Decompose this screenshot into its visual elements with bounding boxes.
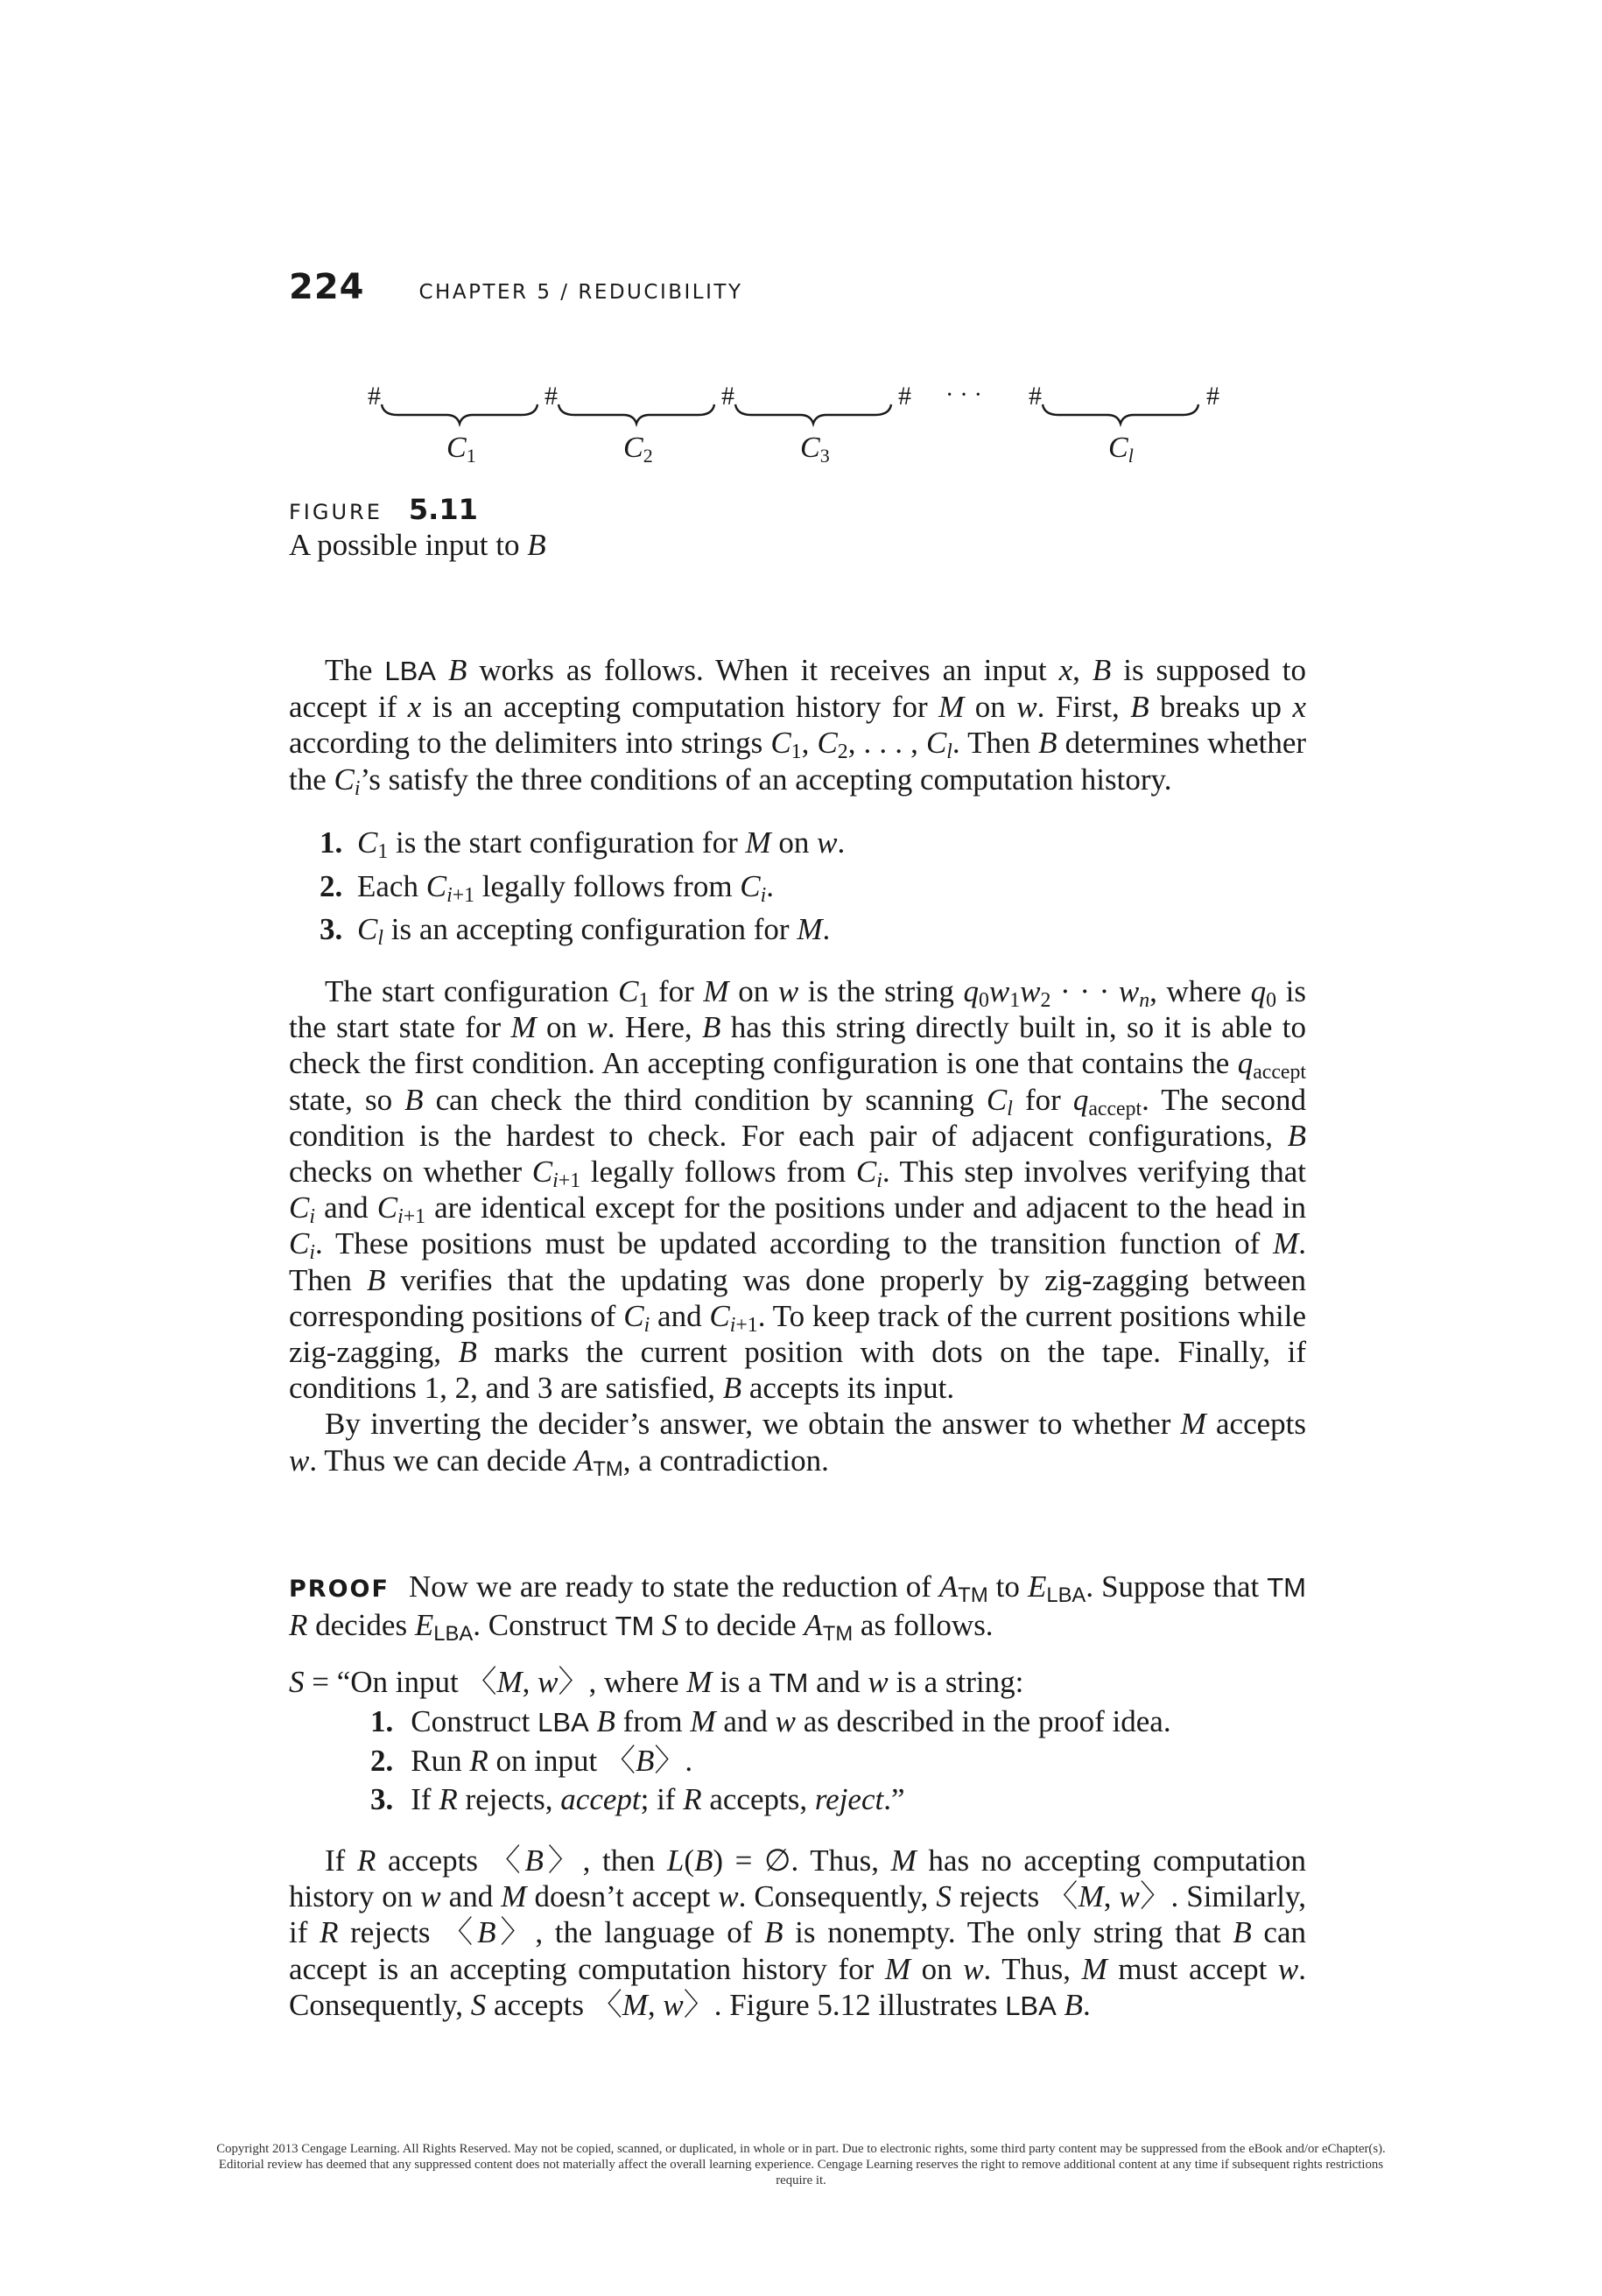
figure-label <box>289 493 478 526</box>
page-number: 224 <box>289 267 365 307</box>
delimiter-5: # <box>1029 382 1042 411</box>
list-item: 2. Each $C_{i+1}$ legally follows from $C_i$. <box>320 868 775 907</box>
algorithm-s <box>289 1663 1306 1819</box>
delimiter-2: # <box>545 382 558 411</box>
proof-paragraph: PROOF Now we are ready to state the reduction of $A_{TM}$ to $E_{LBA}$. Suppose that TM R decides $E_{LBA}$. Construct TM S to decide $A_{TM}$ as follows. <box>289 1569 1306 1647</box>
chapter-title: CHAPTER 5 / REDUCIBILITY <box>418 281 743 304</box>
segment-label: Cl <box>1108 432 1134 467</box>
delimiter-1: # <box>368 382 381 411</box>
figure-number: 5.11 <box>408 493 478 526</box>
copyright-footer: Copyright 2013 Cengage Learning. All Rights Reserved. May not be copied, scanned, or duplicated, in whole or in part. Due to electronic rights, some third party content may be suppressed from the eBook and/or eChapter(s). Editorial review has deemed that any suppressed content does not materially affect the overall learning experience. Cengage Learning reserves the right to remove additional content at any time if subsequent rights restrictions require it. <box>216 2142 1386 2187</box>
algorithm-header: S = “On input 〈M, w〉, where M is a TM and w is a string: <box>289 1665 1024 1699</box>
figure-word: FIGURE <box>289 500 383 524</box>
algorithm-step: 2. Run R on input 〈B〉. <box>370 1744 693 1778</box>
list-item: 1. $C_1$ is the start configuration for M on w. <box>320 825 846 863</box>
brace-4 <box>1043 404 1198 424</box>
list-item: 3. $C_l$ is an accepting configuration for M. <box>320 912 831 950</box>
algorithm-step: 1. Construct LBA B from M and w as described in the proof idea. <box>370 1704 1171 1738</box>
brace-1 <box>382 404 538 424</box>
figure-caption: A possible input to B <box>289 528 546 562</box>
ellipsis: · · · <box>945 382 982 409</box>
segment-label: C2 <box>623 432 653 467</box>
algorithm-step: 3. If R rejects, accept; if R accepts, reject.” <box>370 1782 905 1816</box>
brace-2 <box>559 404 714 424</box>
paragraph-conditions-check: The start configuration $C_1$ for M on w is the string $q_0w_1w_2$ · · · $w_n$, where $q_0$ is the start state for M on w. Here, B has this string directly built in, so it is able to check the first condition. An accepting configuration is one that contains the $q_{accept}$ state, so B can check the third condition by scanning $C_l$ for $q_{accept}$. The second condition is the hardest to check. For each pair of adjacent configurations, B checks on whether $C_{i+1}$ legally follows from $C_i$. This step involves verifying that $C_i$ and $C_{i+1}$ are identical except for the positions under and adjacent to the head in $C_i$. These positions must be updated according to the transition function of M. Then B verifies that the updating was done properly by zig-zagging between corresponding positions of $C_i$ and $C_{i+1}$. To keep track of the current positions while zig-zagging, B marks the current position with dots on the tape. Finally, if conditions 1, 2, and 3 are satisfied, B accepts its input. By inverting the decider’s answer, we obtain the answer to whether M accepts w. Thus we can decide $A_{TM}$, a contradiction. <box>289 974 1307 1481</box>
figure-diagram <box>359 376 1234 473</box>
delimiter-6: # <box>1206 382 1219 411</box>
conditions-list <box>320 821 1282 951</box>
segment-label: C1 <box>446 432 476 467</box>
paragraph-conclusion: If R accepts 〈B〉, then L(B) = ∅. Thus, M has no accepting computation history on w and M doesn’t accept w. Consequently, S rejects 〈M, w〉. Similarly, if R rejects 〈B〉, the language of B is nonempty. The only string that B can accept is an accepting computation history for M on w. Thus, M must accept w. Consequently, S accepts 〈M, w〉. Figure 5.12 illustrates LBA B. <box>289 1843 1307 2022</box>
paragraph-lba-description: The LBA B works as follows. When it receives an input x, B is supposed to accept if x is an accepting computation history for M on w. First, B breaks up x according to the delimiters into strings $C_1$, $C_2$, . . . , $C_l$. Then B determines whether the $C_i’s$ satisfy the three conditions of an accepting computation history. <box>289 653 1307 800</box>
brace-3 <box>735 404 891 424</box>
delimiter-3: # <box>721 382 734 411</box>
delimiter-4: # <box>898 382 911 411</box>
proof-label: PROOF <box>289 1576 390 1603</box>
running-header <box>289 267 743 307</box>
segment-label: C3 <box>800 432 830 467</box>
tape-diagram <box>359 376 1234 473</box>
